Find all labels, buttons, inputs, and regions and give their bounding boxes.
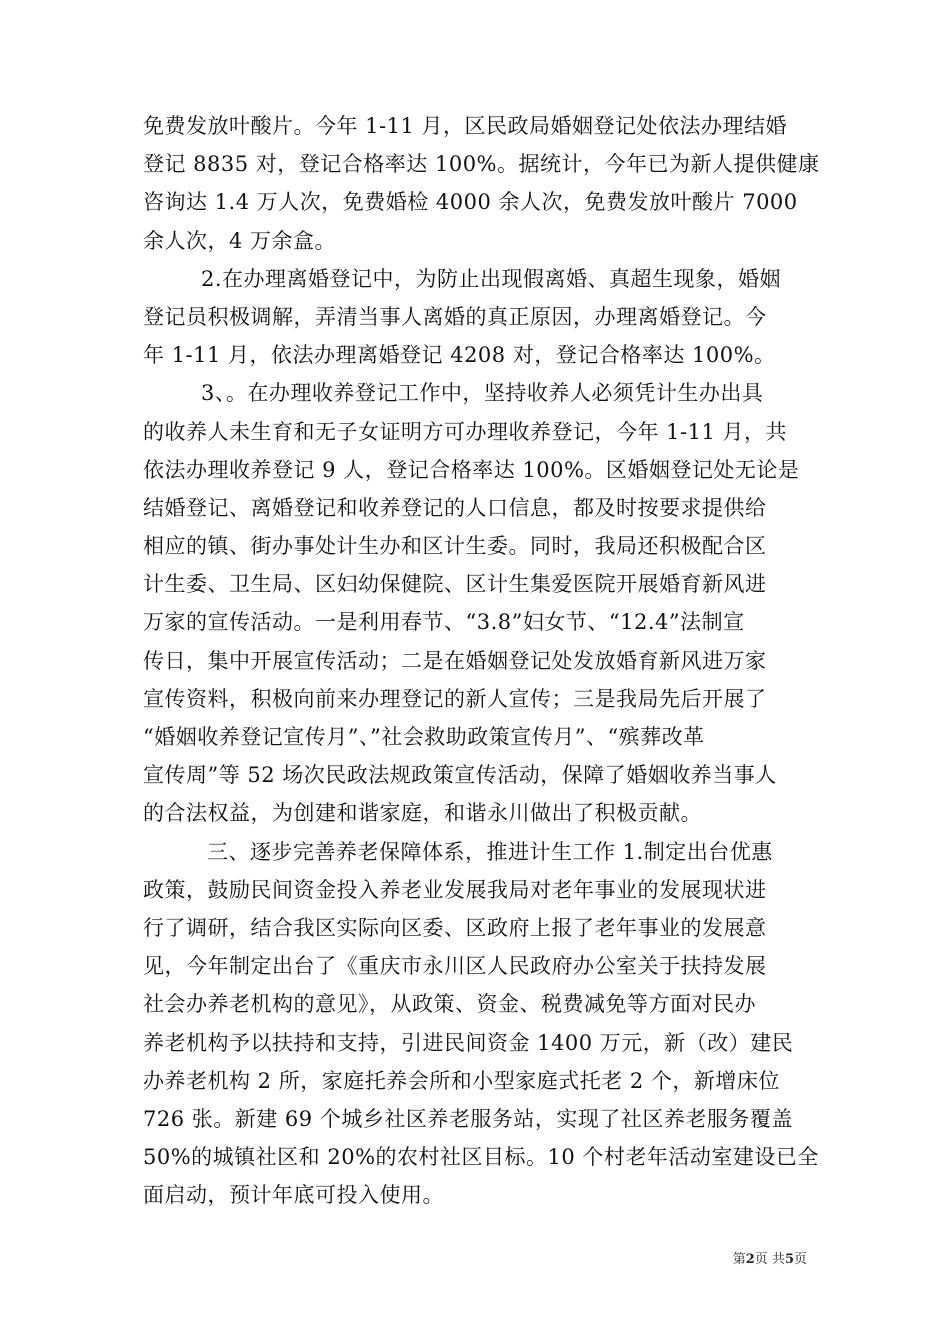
paragraph-start-line: 3、。在办理收养登记工作中，坚持收养人必须凭计生办出具 [201,381,764,406]
text-line: 行了调研，结合我区实际向区委、区政府上报了老年事业的发展意 [143,915,767,940]
footer-middle: 页 共 [754,1252,785,1267]
current-page-number: 2 [745,1252,755,1267]
text-line: 宣传资料，积极向前来办理登记的新人宣传；三是我局先后开展了 [143,686,767,711]
text-line: 依法办理收养登记 9 人，登记合格率达 100%。区婚姻登记处无论是 [143,457,800,482]
text-line: 余人次，4 万余盒。 [143,228,337,253]
text-line: 面启动，预计年底可投入使用。 [143,1183,444,1208]
total-page-number: 5 [784,1252,794,1267]
text-line: 结婚登记、离婚登记和收养登记的人口信息，都及时按要求提供给 [143,495,767,520]
text-line: 50%的城镇社区和 20%的农村社区目标。10 个村老年活动室建设已全 [143,1145,819,1170]
footer-suffix: 页 [793,1252,807,1267]
text-line: 的合法权益，为创建和谐家庭，和谐永川做出了积极贡献。 [143,801,702,826]
text-line: 见，今年制定出台了《重庆市永川区人民政府办公室关于扶持发展 [143,954,767,979]
text-line: 登记员积极调解，弄清当事人离婚的真正原因，办理离婚登记。今 [143,304,767,329]
text-line: “婚姻收养登记宣传月”、”社会救助政策宣传月”、“殡葬改革 [143,725,705,749]
text-line: 养老机构予以扶持和支持，引进民间资金 1400 万元，新（改）建民 [143,1030,794,1055]
paragraph-start-line: 2.在办理离婚登记中，为防止出现假离婚、真超生现象，婚姻 [201,266,782,291]
section-heading-line: 三、逐步完善养老保障体系，推进计生工作 1.制定出台优惠 [207,839,773,864]
text-line: 万家的宣传活动。一是利用春节、“3.8”妇女节、“12.4”法制宣 [143,610,745,635]
page-number-footer [733,1252,807,1268]
text-line: 免费发放叶酸片。今年 1-11 月，区民政局婚姻登记处依法办理结婚 [143,114,788,138]
text-line: 咨询达 1.4 万人次，免费婚检 4000 余人次，免费发放叶酸片 7000 [143,190,798,215]
text-line: 传日，集中开展宣传活动；二是在婚姻登记处发放婚育新风进万家 [143,648,767,673]
document-body [143,107,820,1214]
text-line: 726 张。新建 69 个城乡社区养老服务站，实现了社区养老服务覆盖 [143,1106,793,1131]
text-line: 年 1-11 月，依法办理离婚登记 4208 对，登记合格率达 100%。 [143,343,776,368]
text-line: 的收养人未生育和无子女证明方可办理收养登记，今年 1-11 月，共 [143,419,788,444]
text-line: 登记 8835 对，登记合格率达 100%。据统计，今年已为新人提供健康 [143,152,820,177]
footer-prefix: 第 [732,1252,746,1267]
text-line: 相应的镇、街办事处计生办和区计生委。同时，我局还积极配合区 [143,534,767,559]
text-line: 宣传周”等 52 场次民政法规政策宣传活动，保障了婚姻收养当事人 [143,763,777,788]
text-line: 社会办养老机构的意见》，从政策、资金、税费减免等方面对民办 [143,992,756,1017]
text-line: 计生委、卫生局、区妇幼保健院、区计生集爱医院开展婚育新风进 [143,572,767,597]
text-line: 政策，鼓励民间资金投入养老业发展我局对老年事业的发展现状进 [143,877,767,902]
text-line: 办养老机构 2 所，家庭托养会所和小型家庭式托老 2 个，新增床位 [143,1068,780,1093]
